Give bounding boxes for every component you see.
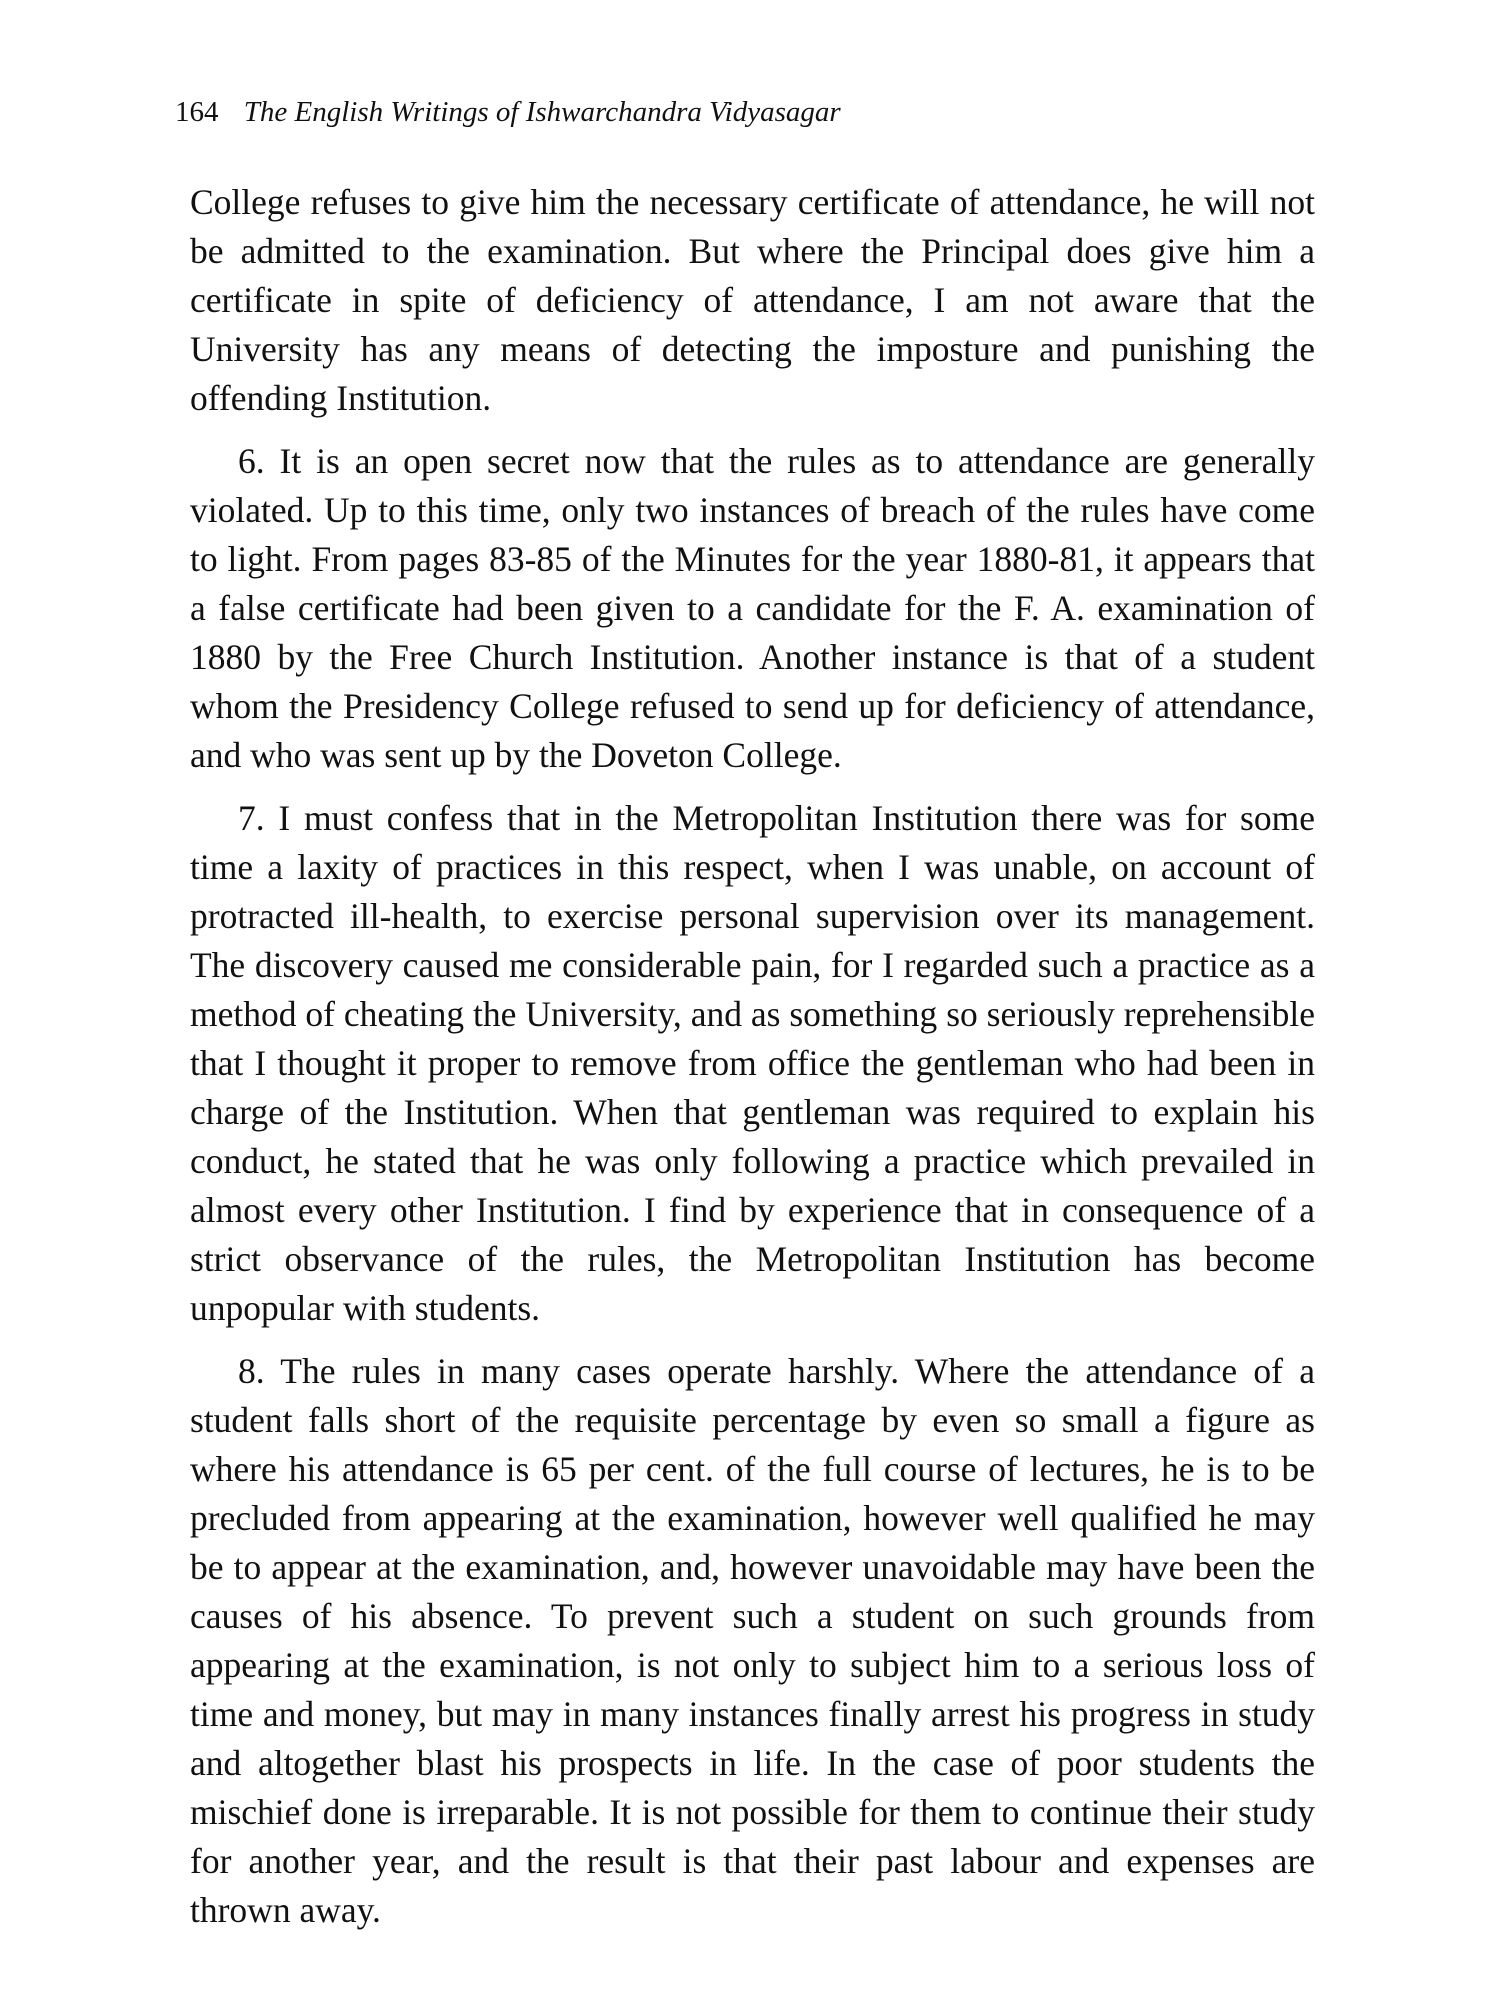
page-number: 164 [175, 96, 219, 128]
paragraph-8: 8. The rules in many cases operate harshly. Where the attendance of a student falls short of the requisite percentage by even so small a figure as where his attendance is 65 per cent. of the full course of lectures, he is to be precluded from appearing at the examination, however well qualified he may be to appear at the examination, and, however unavoidable may have been the causes of his absence. To prevent such a student on such grounds from appearing at the examination, is not only to subject him to a serious loss of time and money, but may in many instances finally arrest his progress in study and altogether blast his prospects in life. In the case of poor students the mischief done is irreparable. It is not possible for them to continue their study for another year, and the result is that their past labour and expenses are thrown away. [190, 1351, 1315, 1930]
paragraph-7: 7. I must confess that in the Metropolitan Institution there was for some time a laxity of practices in this respect, when I was unable, on account of protracted ill-health, to exercise personal supervision over its management. The discovery caused me considerable pain, for I regarded such a practice as a method of cheating the University, and as something so seriously reprehensible that I thought it proper to remove from office the gentleman who had been in charge of the Institution. When that gentleman was required to explain his conduct, he stated that he was only following a practice which prevailed in almost every other Institution. I find by experience that in consequence of a strict observance of the rules, the Metropolitan Institution has become unpopular with students. [190, 798, 1315, 1328]
book-title: The English Writings of Ishwarchandra Vidyasagar [243, 96, 841, 128]
paragraph-continued: College refuses to give him the necessary certificate of attendance, he will not be admitted to the examination. But where the Principal does give him a certificate in spite of deficiency of attendance, I am not aware that the University has any means of detecting the imposture and punishing the offending Institution. [190, 182, 1315, 418]
paragraph-6: 6. It is an open secret now that the rules as to attendance are generally violated. Up to this time, only two instances of breach of the rules have come to light. From pages 83-85 of the Minutes for the year 1880-81, it appears that a false certificate had been given to a candidate for the F. A. examination of 1880 by the Free Church Institution. Another instance is that of a student whom the Presidency College refused to send up for deficiency of attendance, and who was sent up by the Doveton College. [190, 441, 1315, 775]
body-text [190, 178, 1315, 1949]
running-header [175, 92, 1325, 132]
